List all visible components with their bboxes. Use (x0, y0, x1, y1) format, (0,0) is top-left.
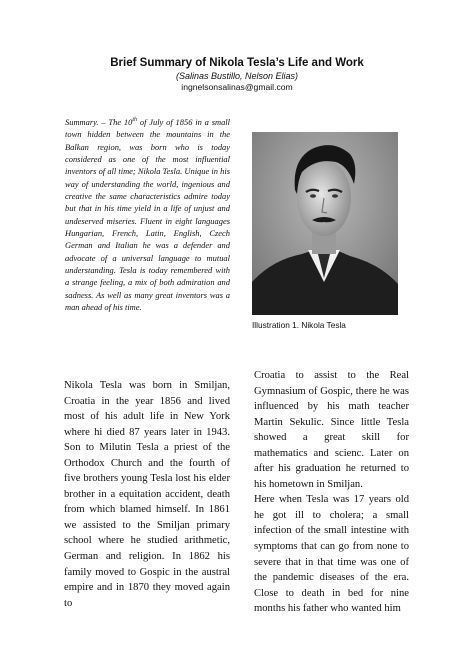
figure-caption: Illustration 1. Nikola Tesla (252, 320, 346, 330)
body-paragraph: Here when Tesla was 17 years old he got ill to cholera; a small infection of the small intestine with symptoms that can go from none to severe that in that time was one of the pandemic diseases of the era. Close to death in bed for nine months his father who wanted him (254, 494, 409, 615)
paper-title: Brief Summary of Nikola Tesla’s Life and Work (110, 57, 364, 69)
abstract-lead-superscript: th (132, 117, 138, 124)
paper-authors: (Salinas Bustillo, Nelson Elias) (175, 71, 299, 81)
abstract-lead: Summary. – The 10 (65, 117, 133, 127)
abstract-body: of July of 1856 in a small town hidden between the mountains in the Balkan region, was born who is today considered as one of the most influential inventors of all time; Nikola Tesla. Unique in his way of understanding the world, ingenious and creative the same characteristics admire today but that in his time yield in a life of unjust and undeserved miseries. Fluent in eight languages Hungarian, French, Latin, English, Czech German and Italian he was a defender and advocate of a universal language to mutual understanding. Tesla is today remembered with a strange feeling, a mix of both admiration and sadness. As well as many great inventors was a man ahead of his time. (65, 117, 230, 313)
tesla-portrait-image (252, 132, 398, 315)
body-column-left (64, 378, 230, 611)
paper-header (40, 56, 434, 93)
body-paragraph: Croatia to assist to the Real Gymnasium of Gospic, there he was influenced by his math teacher Martin Sekulic. Since little Tesla showed a great skill for mathematics and scienc. Later on after his graduation he returned to his hometown in Smiljan. (254, 370, 409, 490)
body-paragraph: Nikola Tesla was born in Smiljan, Croatia in the year 1856 and lived most of his adult life in New York where hi died 87 years later in 1943. Son to Milutin Tesla a priest of the Orthodox Church and the fourth of five brothers young Tesla lost his elder brother in a equitation accident, death from which blamed himself. In 1861 we assisted to the Smiljan primary school where he studied arithmetic, German and religion. In 1862 his family moved to Gospic in the austral empire and in 1870 they moved again to (64, 380, 230, 609)
body-column-right (254, 368, 409, 617)
abstract (65, 116, 230, 314)
author-email: ingnelsonsalinas@gmail.com (181, 82, 293, 92)
